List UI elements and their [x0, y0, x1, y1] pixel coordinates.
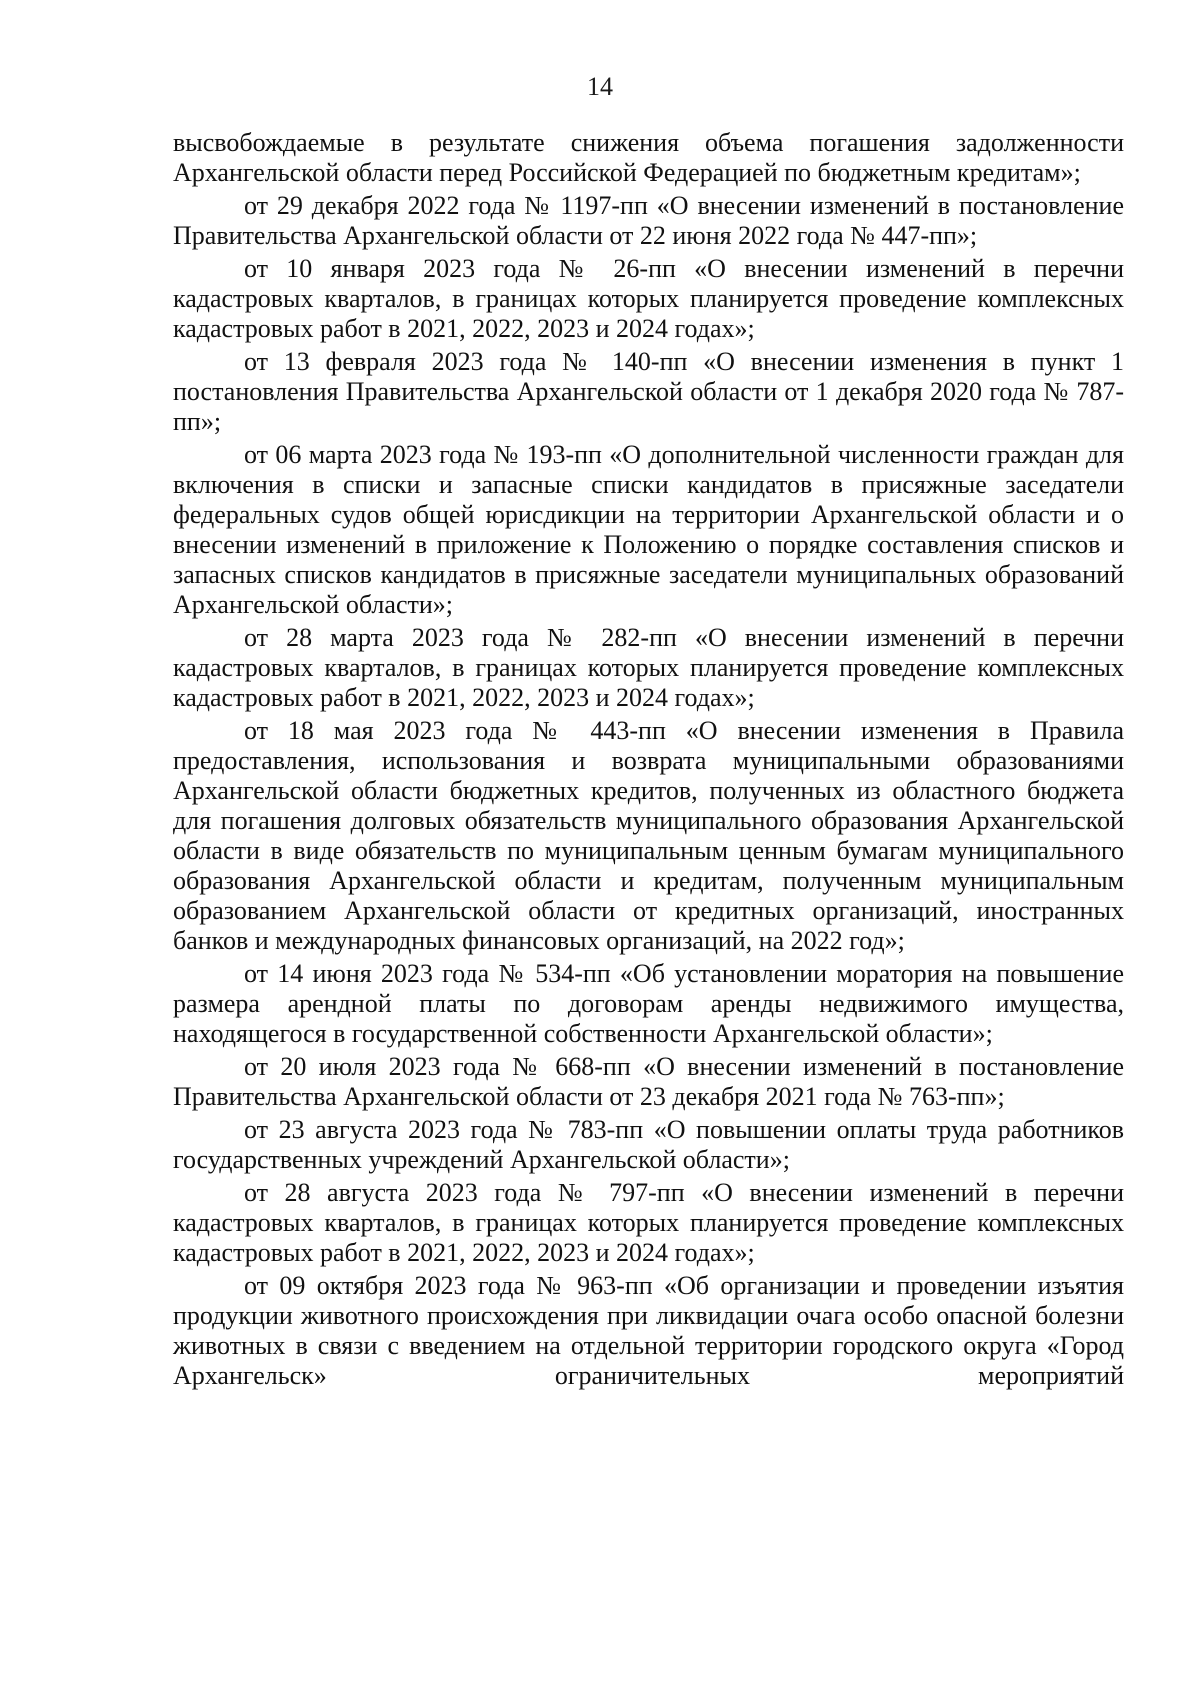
page-number: 14	[587, 72, 613, 101]
paragraph-resolution-443: от 18 мая 2023 года № 443-пп «О внесении изменения в Правила предоставления, использования и возврата муниципальными образованиями Архангельской области бюджетных кредитов, полученных из областного бюджета для погашения долговых обязательств муниципального образования Архангельской области в виде обязательств по муниципальным ценным бумагам муниципального образования Архангельской области и кредитам, полученным муниципальным образованием Архангельской области от кредитных организаций, иностранных банков и международных финансовых организаций, на 2022 год»;	[173, 716, 1124, 955]
paragraph-resolution-963: от 09 октября 2023 года № 963-пп «Об организации и проведении изъятия продукции животного происхождения при ликвидации очага особо опасной болезни животных в связи с введением на отдельной территории городского округа «Город Архангельск» ограничительных мероприятий	[173, 1271, 1124, 1390]
paragraph-resolution-282: от 28 марта 2023 года № 282-пп «О внесении изменений в перечни кадастровых кварталов, в границах которых планируется проведение комплексных кадастровых работ в 2021, 2022, 2023 и 2024 годах»;	[173, 623, 1124, 712]
paragraph-resolution-140: от 13 февраля 2023 года № 140-пп «О внесении изменения в пункт 1 постановления Правительства Архангельской области от 1 декабря 2020 года № 787-пп»;	[173, 347, 1124, 436]
paragraph-resolution-797: от 28 августа 2023 года № 797-пп «О внесении изменений в перечни кадастровых кварталов, в границах которых планируется проведение комплексных кадастровых работ в 2021, 2022, 2023 и 2024 годах»;	[173, 1178, 1124, 1267]
paragraph-resolution-534: от 14 июня 2023 года № 534-пп «Об установлении моратория на повышение размера арендной платы по договорам аренды недвижимого имущества, находящегося в государственной собственности Архангельской области»;	[173, 959, 1124, 1048]
paragraph-resolution-1197: от 29 декабря 2022 года № 1197-пп «О внесении изменений в постановление Правительства Архангельской области от 22 июня 2022 года № 447-пп»;	[173, 191, 1124, 250]
document-body	[173, 128, 1124, 1394]
paragraph-resolution-26: от 10 января 2023 года № 26-пп «О внесении изменений в перечни кадастровых кварталов, в границах которых планируется проведение комплексных кадастровых работ в 2021, 2022, 2023 и 2024 годах»;	[173, 254, 1124, 343]
paragraph-resolution-193: от 06 марта 2023 года № 193-пп «О дополнительной численности граждан для включения в списки и запасные списки кандидатов в присяжные заседатели федеральных судов общей юрисдикции на территории Архангельской области и о внесении изменений в приложение к Положению о порядке составления списков и запасных списков кандидатов в присяжные заседатели муниципальных образований Архангельской области»;	[173, 440, 1124, 619]
paragraph-continuation: высвобождаемые в результате снижения объема погашения задолженности Архангельской области перед Российской Федерацией по бюджетным кредитам»;	[173, 128, 1124, 187]
paragraph-resolution-783: от 23 августа 2023 года № 783-пп «О повышении оплаты труда работников государственных учреждений Архангельской области»;	[173, 1115, 1124, 1174]
paragraph-resolution-668: от 20 июля 2023 года № 668-пп «О внесении изменений в постановление Правительства Архангельской области от 23 декабря 2021 года № 763-пп»;	[173, 1052, 1124, 1111]
